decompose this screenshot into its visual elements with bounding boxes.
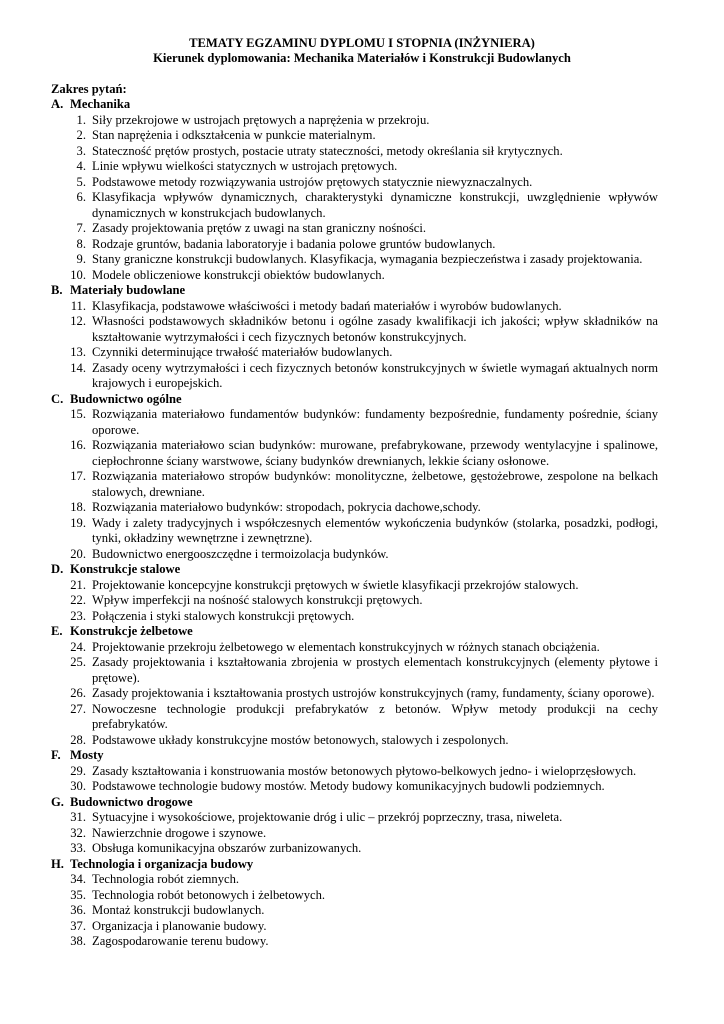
item-text: Rozwiązania materiałowo scian budynków: murowane, prefabrykowane, przewody wentylacyjne i spalinowe, ciepłochronne ściany warstwowe, ściany budynków drewnianych, lekkie ściany osłonowe. — [92, 438, 658, 468]
section-heading — [0, 624, 724, 640]
item-number: 38. — [70, 934, 86, 948]
item-text: Wpływ imperfekcji na nośność stalowych konstrukcji prętowych. — [92, 593, 423, 607]
item-text: Podstawowe układy konstrukcyjne mostów betonowych, stalowych i zespolonych. — [92, 732, 509, 747]
item-text: Sytuacyjne i wysokościowe, projektowanie dróg i ulic – przekrój poprzeczny, trasa, niweleta. — [92, 810, 563, 824]
list-item — [0, 686, 658, 702]
item-number: 18. — [70, 500, 86, 514]
list-item — [0, 128, 658, 144]
list-item — [0, 407, 658, 438]
list-item — [0, 547, 658, 563]
item-number: 22. — [70, 593, 86, 607]
item-number: 13. — [70, 345, 86, 359]
item-text: Podstawowe technologie budowy mostów. Metody budowy komunikacyjnych budowli podziemnych. — [92, 779, 605, 793]
list-item — [0, 934, 658, 950]
item-text: Linie wpływu wielkości statycznych w ustrojach prętowych. — [92, 159, 398, 173]
item-text: Rozwiązania materiałowo budynków: stropodach, pokrycia dachowe,schody. — [92, 500, 481, 514]
section-name: Mosty — [70, 748, 104, 762]
list-item — [0, 593, 658, 609]
item-text: Technologia robót ziemnych. — [92, 872, 240, 886]
list-item — [0, 826, 658, 842]
section-heading — [0, 857, 724, 873]
item-number: 35. — [70, 887, 86, 902]
item-number: 1. — [76, 112, 86, 127]
list-item — [0, 702, 658, 733]
list-item — [0, 872, 658, 888]
section-letter: E. — [51, 624, 63, 638]
item-number: 27. — [70, 701, 86, 716]
list-item — [0, 268, 658, 284]
section-letter: B. — [51, 283, 63, 297]
item-number: 31. — [70, 810, 86, 824]
item-number: 15. — [70, 407, 86, 421]
section-name: Materiały budowlane — [70, 283, 186, 297]
item-text: Podstawowe metody rozwiązywania ustrojów prętowych statycznie niewyznaczalnych. — [92, 174, 533, 189]
section-heading — [0, 392, 724, 408]
item-number: 28. — [70, 732, 86, 747]
section-heading — [0, 795, 724, 811]
item-text: Budownictwo energooszczędne i termoizolacja budynków. — [92, 546, 389, 561]
item-number: 29. — [70, 763, 86, 778]
item-text: Stan naprężenia i odkształcenia w punkcie materialnym. — [92, 128, 376, 142]
item-number: 26. — [70, 686, 86, 700]
item-number: 10. — [70, 267, 86, 282]
item-text: Własności podstawowych składników betonu i ogólne zasady kwalifikacji ich jakości; wpływ składników na kształtowanie wytrzymałości i cech fizycznych betonów konstrukcyjnych. — [92, 314, 658, 344]
list-item — [0, 175, 658, 191]
section-letter: F. — [51, 748, 61, 762]
list-item — [0, 733, 658, 749]
item-number: 3. — [76, 143, 86, 158]
item-text: Czynniki determinujące trwałość materiałów budowlanych. — [92, 345, 393, 359]
list-item — [0, 841, 658, 857]
list-item — [0, 640, 658, 656]
document-subtitle: Kierunek dyplomowania: Mechanika Materiałów i Konstrukcji Budowlanych — [153, 51, 571, 65]
item-number: 30. — [70, 779, 86, 793]
item-number: 7. — [76, 221, 86, 235]
list-item — [0, 810, 658, 826]
section-letter: D. — [51, 562, 64, 576]
document-title: TEMATY EGZAMINU DYPLOMU I STOPNIA (INŻYNIERA) — [189, 36, 535, 50]
item-text: Modele obliczeniowe konstrukcji obiektów budowlanych. — [92, 267, 385, 282]
item-text: Zagospodarowanie terenu budowy. — [92, 934, 269, 948]
item-number: 6. — [76, 190, 86, 204]
item-text: Organizacja i planowanie budowy. — [92, 918, 267, 933]
item-number: 17. — [70, 469, 86, 483]
item-text: Wady i zalety tradycyjnych i współczesnych elementów wykończenia budynków (stolarka, posadzki, podłogi, tynki, okładziny wewnętrzne i zewnętrzne). — [92, 515, 658, 545]
list-item — [0, 764, 658, 780]
list-item — [0, 888, 658, 904]
item-number: 34. — [70, 872, 86, 886]
item-number: 21. — [70, 577, 86, 592]
list-item — [0, 345, 658, 361]
list-item — [0, 516, 658, 547]
item-text: Obsługa komunikacyjna obszarów zurbanizowanych. — [92, 841, 362, 855]
list-item — [0, 361, 658, 392]
item-number: 4. — [76, 159, 86, 173]
section-letter: A. — [51, 97, 64, 111]
item-text: Klasyfikacja wpływów dynamicznych, charakterystyki dynamiczne konstrukcji, uwzględnienie wpływów dynamicznych w konstrukcjach budowlanych. — [92, 190, 658, 220]
item-text: Technologia robót betonowych i żelbetowych. — [92, 887, 326, 902]
item-text: Rodzaje gruntów, badania laboratoryjе i badania polowe gruntów budowlanych. — [92, 236, 496, 251]
item-number: 12. — [70, 314, 86, 328]
item-text: Zasady kształtowania i konstruowania mostów betonowych płytowo-belkowych jedno- i wieloprzęsłowych. — [92, 763, 637, 778]
list-item — [0, 655, 658, 686]
section-heading — [0, 283, 724, 299]
question-scope-heading: Zakres pytań: — [51, 82, 127, 96]
item-text: Zasady oceny wytrzymałości i cech fizycznych betonów konstrukcyjnych w świetle wymagań aktualnych norm krajowych i europejskich. — [92, 360, 658, 390]
item-number: 23. — [70, 608, 86, 623]
list-item — [0, 609, 658, 625]
item-number: 32. — [70, 825, 86, 840]
list-item — [0, 190, 658, 221]
item-text: Zasady projektowania i kształtowania prostych ustrojów konstrukcyjnych (ramy, fundamenty, ściany oporowe). — [92, 686, 655, 700]
list-item — [0, 500, 658, 516]
item-text: Klasyfikacja, podstawowe właściwości i metody badań materiałów i wyrobów budowlanych. — [92, 298, 562, 313]
section-letter: G. — [51, 794, 64, 809]
section-name: Konstrukcje żelbetowe — [70, 624, 193, 638]
section-name: Budownictwo ogólne — [70, 391, 182, 406]
item-number: 14. — [70, 360, 86, 375]
topics-list — [0, 97, 724, 950]
item-text: Zasady projektowania prętów z uwagi na stan graniczny nośności. — [92, 221, 426, 235]
section-letter: C. — [51, 391, 64, 406]
item-text: Projektowanie koncepcyjne konstrukcji prętowych w świetle klasyfikacji przekrojów stalowych. — [92, 577, 579, 592]
item-number: 8. — [76, 236, 86, 251]
list-item — [0, 221, 658, 237]
item-number: 24. — [70, 639, 86, 654]
list-item — [0, 314, 658, 345]
item-text: Nawierzchnie drogowe i szynowe. — [92, 825, 267, 840]
item-number: 20. — [70, 546, 86, 561]
list-item — [0, 144, 658, 160]
item-number: 33. — [70, 841, 86, 855]
list-item — [0, 779, 658, 795]
section-name: Budownictwo drogowe — [70, 794, 193, 809]
section-letter: H. — [51, 856, 64, 871]
list-item — [0, 159, 658, 175]
list-item — [0, 919, 658, 935]
item-text: Stateczność prętów prostych, postacie utraty stateczności, metody określania sił krytycznych. — [92, 143, 563, 158]
item-text: Rozwiązania materiałowo stropów budynków: monolityczne, żelbetowe, gęstożebrowe, zespolone na belkach stalowych, drewniane. — [92, 469, 658, 499]
item-text: Stany graniczne konstrukcji budowlanych. Klasyfikacja, wymagania bezpieczeństwa i zasady projektowania. — [92, 252, 643, 266]
item-number: 19. — [70, 515, 86, 530]
section-name: Konstrukcje stalowe — [70, 562, 181, 576]
item-text: Rozwiązania materiałowo fundamentów budynków: fundamenty bezpośrednie, fundamenty pośrednie, ściany oporowe. — [92, 407, 658, 437]
list-item — [0, 438, 658, 469]
section-heading — [0, 97, 724, 113]
section-heading — [0, 748, 724, 764]
section-heading — [0, 562, 724, 578]
item-text: Nowoczesne technologie produkcji prefabrykatów z betonów. Wpływ metody produkcji na cechy prefabrykatów. — [92, 701, 658, 731]
item-text: Montaż konstrukcji budowlanych. — [92, 903, 265, 917]
item-number: 9. — [76, 252, 86, 266]
list-item — [0, 469, 658, 500]
list-item — [0, 578, 658, 594]
section-name: Technologia i organizacja budowy — [70, 856, 254, 871]
item-text: Połączenia i styki stalowych konstrukcji prętowych. — [92, 608, 355, 623]
item-text: Siły przekrojowe w ustrojach prętowych a naprężenia w przekroju. — [92, 112, 430, 127]
list-item — [0, 252, 658, 268]
item-number: 37. — [70, 918, 86, 933]
item-number: 25. — [70, 655, 86, 669]
list-item — [0, 113, 658, 129]
item-number: 11. — [70, 298, 86, 313]
item-number: 2. — [76, 128, 86, 142]
item-number: 5. — [76, 174, 86, 189]
list-item — [0, 299, 658, 315]
item-text: Projektowanie przekroju żelbetowego w elementach konstrukcyjnych w różnych stanach obciążenia. — [92, 639, 600, 654]
list-item — [0, 237, 658, 253]
item-text: Zasady projektowania i kształtowania zbrojenia w prostych elementach konstrukcyjnych (elementy płytowe i prętowe). — [92, 655, 658, 685]
list-item — [0, 903, 658, 919]
section-name: Mechanika — [70, 97, 131, 111]
item-number: 16. — [70, 438, 86, 452]
item-number: 36. — [70, 903, 86, 917]
